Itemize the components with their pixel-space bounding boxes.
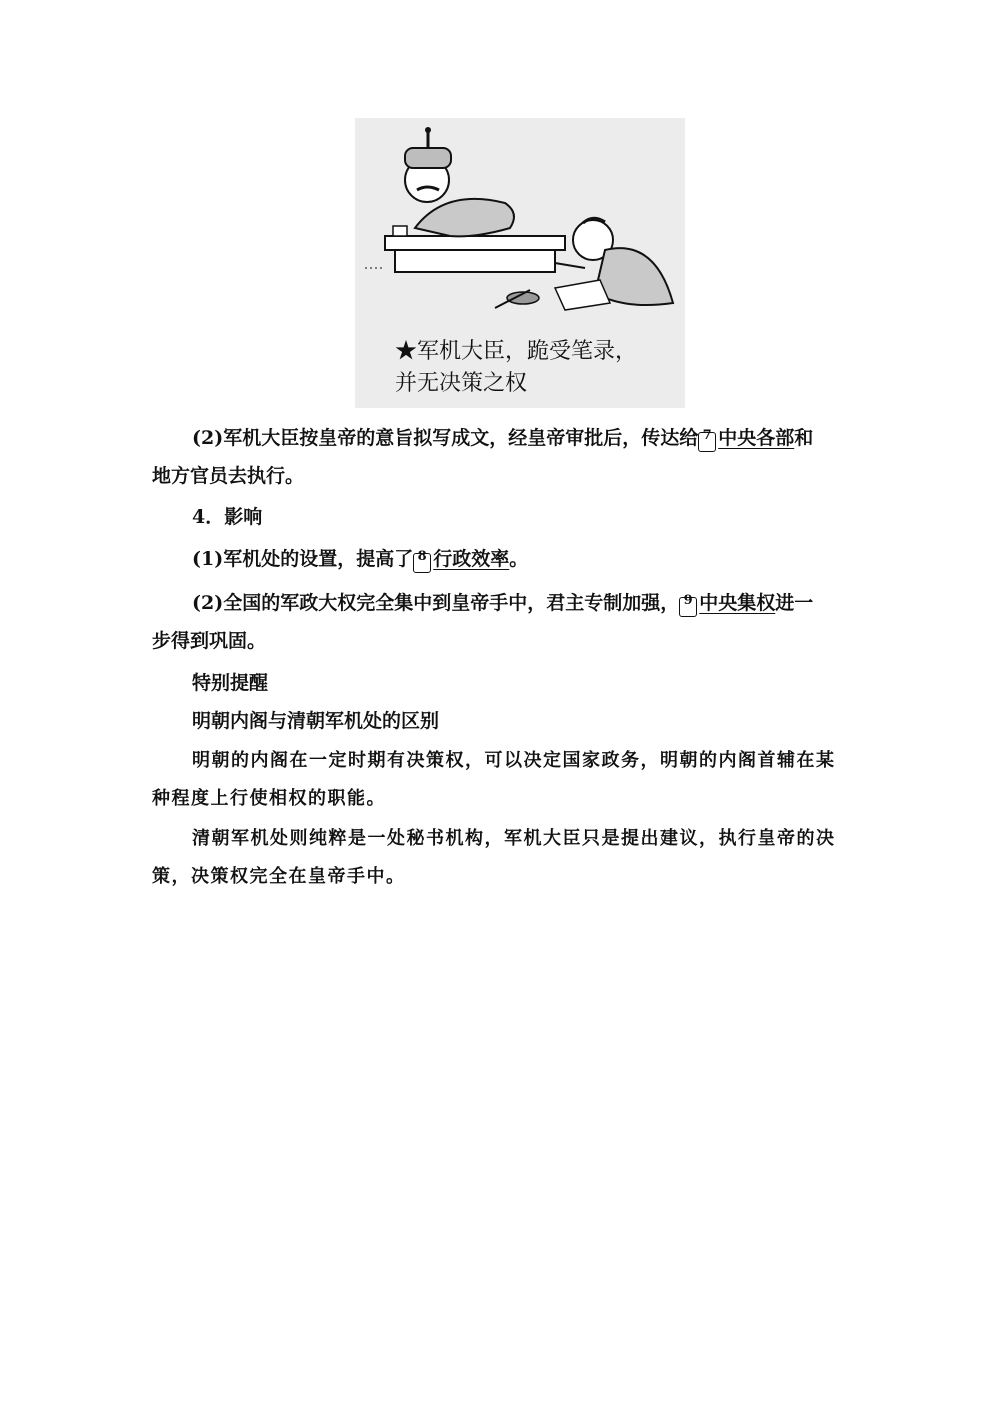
fill-blank-answer: 行政效率 [433,548,510,570]
influence-item-1 [192,546,528,573]
paragraph-2-line-2: 地方官员去执行。 [152,465,305,487]
paragraph-text: 和 [794,427,814,449]
paragraph-text: 。 [509,548,529,570]
paragraph-text: (1)军机处的设置，提高了 [192,548,414,570]
figure-caption [395,336,637,400]
section-heading: 4．影响 [192,506,263,528]
illustration-emperor-and-minister [355,118,685,408]
note-subheading: 明朝内阁与清朝军机处的区别 [192,710,440,732]
note-paragraph-1-line-2: 种程度上行使相权的职能。 [152,788,386,809]
paragraph-text: 进一 [775,592,814,614]
note-heading: 特别提醒 [192,672,269,694]
paragraph-2-line-1 [192,425,813,452]
caption-line-1: ★军机大臣，跪受笔录， [395,339,638,364]
note-paragraph-2-line-1: 清朝军机处则纯粹是一处秘书机构，军机大臣只是提出建议，执行皇帝的决 [192,828,836,849]
fill-blank-answer: 中央集权 [699,592,776,614]
blank-number-badge: 9 [679,597,697,617]
paragraph-text: (2)军机大臣按皇帝的意旨拟写成文，经皇帝审批后，传达给 [192,427,699,449]
caption-line-2: 并无决策之权 [395,371,528,396]
paragraph-text: (2)全国的军政大权完全集中到皇帝手中，君主专制加强， [192,592,680,614]
influence-item-2-line-1 [192,590,813,617]
blank-number-badge: 7 [698,432,716,452]
note-paragraph-2-line-2: 策，决策权完全在皇帝手中。 [152,866,406,887]
fill-blank-answer: 中央各部 [718,427,795,449]
note-paragraph-1-line-1: 明朝的内阁在一定时期有决策权，可以决定国家政务，明朝的内阁首辅在某 [192,750,836,771]
influence-item-2-line-2: 步得到巩固。 [152,630,267,652]
blank-number-badge: 8 [413,553,431,573]
